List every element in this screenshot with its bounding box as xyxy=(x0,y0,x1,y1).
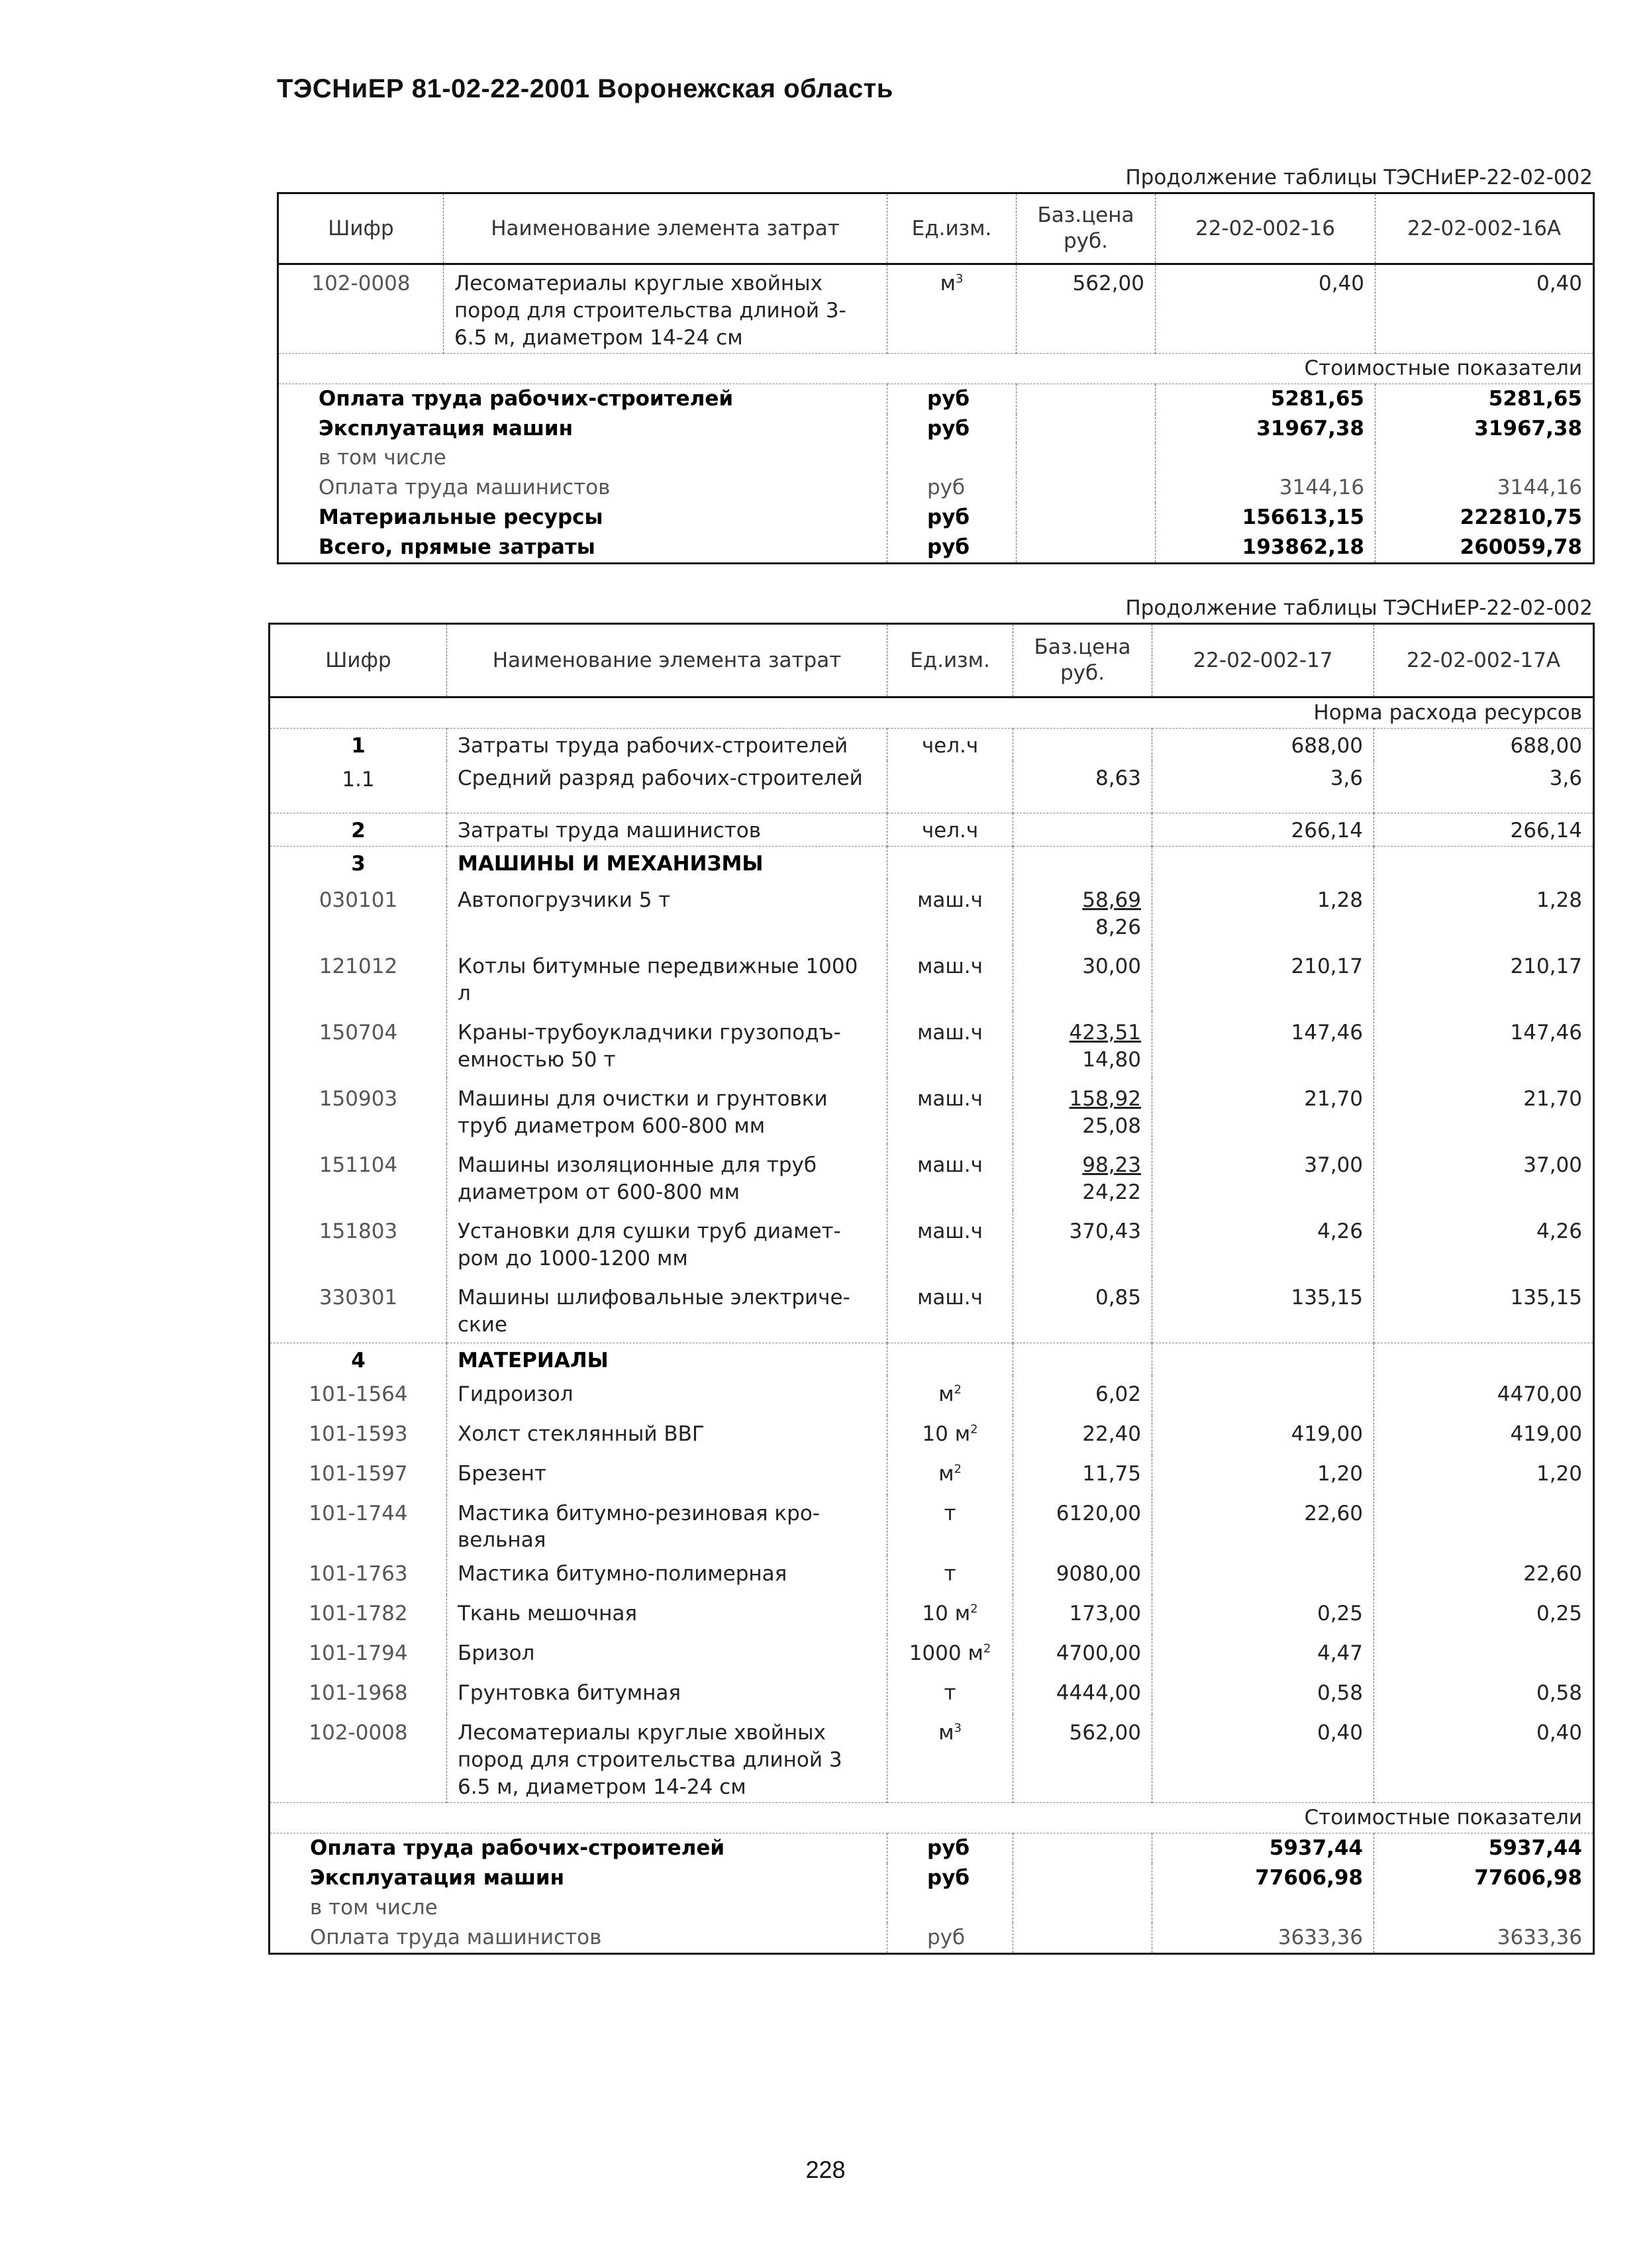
cost-name: Оплата труда рабочих-строителей xyxy=(278,384,887,413)
row-code: 151104 xyxy=(319,1153,398,1177)
header-base-price: Баз.цена руб. xyxy=(1017,193,1156,264)
row-code: 330301 xyxy=(319,1285,398,1310)
row-unit: 10 $м^2$ xyxy=(887,1595,1013,1635)
cost-name: Эксплуатация машин xyxy=(310,1865,565,1890)
row-name: Машины для очистки и грунтовки труб диаметром 600-800 мм xyxy=(447,1078,887,1144)
cost-value-a: 193862,18 xyxy=(1156,533,1376,563)
header-unit: Ед.изм. xyxy=(887,624,1013,697)
row-unit: $м^2$ xyxy=(887,1455,1013,1495)
table-header-row xyxy=(270,624,1594,697)
price-value: 423,51 xyxy=(1069,1020,1141,1045)
row-name: Лесоматериалы круглые хвойных пород для строительства длиной 3 6.5 м, диаметром 14-24 см xyxy=(447,1714,887,1802)
price-wage-component: 8,26 xyxy=(1095,915,1141,939)
cost-row xyxy=(278,503,1594,533)
price-value: 30,00 xyxy=(1082,954,1141,978)
cost-value-a: 3633,36 xyxy=(1152,1923,1374,1953)
row-price: 4700,00 xyxy=(1013,1635,1152,1675)
row-unit: $м^3$ xyxy=(887,1714,1013,1802)
row-value-a: 135,15 xyxy=(1152,1276,1374,1343)
row-price: 9080,00 xyxy=(1013,1555,1152,1595)
row-unit: 1000 $м^2$ xyxy=(887,1635,1013,1675)
section-label: Стоимостные показатели xyxy=(270,1803,1594,1833)
header-name: Наименование элемента затрат xyxy=(447,624,887,697)
cost-value-b: 5281,65 xyxy=(1376,384,1594,413)
row-price: 562,00 xyxy=(1017,264,1156,354)
section-label: Стоимостные показатели xyxy=(278,353,1594,384)
cost-unit: руб xyxy=(887,384,1017,413)
row-value-a: 688,00 xyxy=(1152,728,1374,760)
section-row xyxy=(270,1803,1594,1833)
row-unit: т xyxy=(887,1675,1013,1714)
row-value-b: 0,58 xyxy=(1374,1675,1594,1714)
cost-value-a: 31967,38 xyxy=(1156,414,1376,444)
cost-value-b: 260059,78 xyxy=(1376,533,1594,563)
cost-name: Материальные ресурсы xyxy=(319,505,603,530)
cost-value-a: 156613,15 xyxy=(1156,503,1376,533)
row-price xyxy=(1013,1011,1152,1078)
row-unit: т xyxy=(887,1555,1013,1595)
row-price: 4444,00 xyxy=(1013,1675,1152,1714)
row-price xyxy=(1013,1210,1152,1276)
row-value-b xyxy=(1374,1495,1594,1556)
cost-value-b: 222810,75 xyxy=(1376,503,1594,533)
cost-value-a: 5281,65 xyxy=(1156,384,1376,413)
norm-label: Норма расхода ресурсов xyxy=(1313,701,1582,725)
material-row xyxy=(270,1416,1594,1455)
row-name: Мастика битумно-резиновая кро-вельная xyxy=(447,1495,887,1556)
cost-table-2 xyxy=(268,623,1595,1955)
material-row xyxy=(270,1635,1594,1675)
header-col-b: 22-02-002-17А xyxy=(1374,624,1594,697)
page-number: 228 xyxy=(805,2156,846,2183)
row-code: 2 xyxy=(270,813,447,846)
header-unit: Ед.изм. xyxy=(887,193,1017,264)
row-value-a: 0,58 xyxy=(1152,1675,1374,1714)
row-code: 101-1782 xyxy=(309,1602,408,1626)
row-value-b: 1,28 xyxy=(1374,879,1594,945)
row-code: 151803 xyxy=(319,1219,398,1243)
row-value-b: 0,40 xyxy=(1374,1714,1594,1802)
row-value-b xyxy=(1374,1635,1594,1675)
row-code: 150903 xyxy=(319,1086,398,1111)
row-unit: маш.ч xyxy=(887,1011,1013,1078)
cost-name: Эксплуатация машин xyxy=(319,416,574,440)
row-unit: маш.ч xyxy=(887,879,1013,945)
cost-row xyxy=(270,1923,1594,1953)
document-title: ТЭСНиЕР 81-02-22-2001 Воронежская область xyxy=(277,74,893,103)
cost-row xyxy=(278,533,1594,563)
row-value-b: 210,17 xyxy=(1374,945,1594,1011)
row-price: 22,40 xyxy=(1013,1416,1152,1455)
row-code: 101-1593 xyxy=(309,1421,408,1446)
row-unit: маш.ч xyxy=(887,1210,1013,1276)
row-unit: т xyxy=(887,1495,1013,1556)
row-value-b: 135,15 xyxy=(1374,1276,1594,1343)
row-value-a: 419,00 xyxy=(1152,1416,1374,1455)
row-name: Краны-трубоукладчики грузоподъ-емностью 50 т xyxy=(447,1011,887,1078)
section-title: МАТЕРИАЛЫ xyxy=(447,1343,887,1375)
row-value-a xyxy=(1152,1555,1374,1595)
cost-unit: руб xyxy=(887,1863,1013,1893)
cost-value-b: 3144,16 xyxy=(1376,473,1594,503)
row-price xyxy=(1013,728,1152,760)
section-header-row xyxy=(270,1343,1594,1375)
cost-name: в том числе xyxy=(310,1895,438,1920)
row-unit: $м^2$ xyxy=(887,1376,1013,1416)
row-code: 1 xyxy=(270,728,447,760)
row-code: 101-1794 xyxy=(309,1641,408,1666)
row-price: 6120,00 xyxy=(1013,1495,1152,1556)
cost-row xyxy=(278,384,1594,413)
cost-name: Оплата труда рабочих-строителей xyxy=(270,1833,887,1863)
row-price: 8,63 xyxy=(1013,761,1152,813)
cost-row xyxy=(278,443,1594,473)
row-value-b: 0,25 xyxy=(1374,1595,1594,1635)
row-price xyxy=(1013,1078,1152,1144)
material-row xyxy=(270,1455,1594,1495)
row-price xyxy=(1013,945,1152,1011)
row-value-a xyxy=(1152,1376,1374,1416)
row-price: 173,00 xyxy=(1013,1595,1152,1635)
row-price: 6,02 xyxy=(1013,1376,1152,1416)
cost-name: в том числе xyxy=(319,446,446,470)
machine-row xyxy=(270,1011,1594,1078)
row-value-b: 4470,00 xyxy=(1374,1376,1594,1416)
cost-row xyxy=(278,414,1594,444)
price-value: 98,23 xyxy=(1082,1153,1141,1177)
row-code: 101-1763 xyxy=(309,1562,408,1586)
row-name: Лесоматериалы круглые хвойных пород для строительства длиной 3-6.5 м, диаметром 14-24 см xyxy=(444,264,887,354)
row-value-a: 266,14 xyxy=(1152,813,1374,846)
table-header-row xyxy=(278,193,1594,264)
header-col-a: 22-02-002-17 xyxy=(1152,624,1374,697)
row-name: Брезент xyxy=(447,1455,887,1495)
row-value-b: 147,46 xyxy=(1374,1011,1594,1078)
row-code: 101-1744 xyxy=(309,1501,408,1525)
cost-name: Всего, прямые затраты xyxy=(319,535,595,560)
row-code: 121012 xyxy=(319,954,398,978)
cost-unit: руб xyxy=(887,414,1017,444)
row-code: 101-1597 xyxy=(309,1461,408,1486)
header-base-price: Баз.цена руб. xyxy=(1013,624,1152,697)
row-value-a: 1,28 xyxy=(1152,879,1374,945)
row-value-a: 4,47 xyxy=(1152,1635,1374,1675)
row-unit: 10 $м^2$ xyxy=(887,1416,1013,1455)
machine-row xyxy=(270,1276,1594,1343)
row-unit xyxy=(887,761,1013,813)
cost-table-1 xyxy=(277,192,1595,564)
cost-value-b: 3633,36 xyxy=(1374,1923,1594,1953)
row-price xyxy=(1013,1144,1152,1210)
row-name: Мастика битумно-полимерная xyxy=(447,1555,887,1595)
row-name: Затраты труда рабочих-строителей xyxy=(447,728,887,760)
row-value-b: 419,00 xyxy=(1374,1416,1594,1455)
row-code: 1.1 xyxy=(342,767,375,792)
row-value-b: 1,20 xyxy=(1374,1455,1594,1495)
cost-value-b: 77606,98 xyxy=(1374,1863,1594,1893)
cost-unit: руб xyxy=(887,533,1017,563)
table-row xyxy=(278,264,1594,354)
cost-value-a: 5937,44 xyxy=(1152,1833,1374,1863)
cost-row xyxy=(270,1863,1594,1893)
row-unit: маш.ч xyxy=(887,1276,1013,1343)
row-name: Холст стеклянный ВВГ xyxy=(447,1416,887,1455)
row-price xyxy=(1013,879,1152,945)
header-name: Наименование элемента затрат xyxy=(444,193,887,264)
labor-row xyxy=(270,728,1594,760)
section-title: МАШИНЫ И МЕХАНИЗМЫ xyxy=(447,846,887,878)
machine-row xyxy=(270,1144,1594,1210)
header-col-a: 22-02-002-16 xyxy=(1156,193,1376,264)
machine-row xyxy=(270,1078,1594,1144)
cost-name: Оплата труда машинистов xyxy=(319,476,611,500)
row-name: Установки для сушки труб диамет-ром до 1000-1200 мм xyxy=(447,1210,887,1276)
row-name: Затраты труда машинистов xyxy=(447,813,887,846)
row-value-a: 37,00 xyxy=(1152,1144,1374,1210)
section-header-row xyxy=(270,846,1594,878)
row-code: 102-0008 xyxy=(309,1721,408,1745)
row-value-a: 147,46 xyxy=(1152,1011,1374,1078)
cost-unit: руб xyxy=(887,1923,1013,1953)
row-unit: маш.ч xyxy=(887,945,1013,1011)
row-code: 030101 xyxy=(319,888,398,912)
row-unit: чел.ч xyxy=(887,728,1013,760)
cost-value-b: 31967,38 xyxy=(1376,414,1594,444)
row-unit: $м^3$ xyxy=(887,264,1017,354)
row-value-a: 210,17 xyxy=(1152,945,1374,1011)
row-value-a: 21,70 xyxy=(1152,1078,1374,1144)
row-value-b: 21,70 xyxy=(1374,1078,1594,1144)
row-name: Автопогрузчики 5 т xyxy=(447,879,887,945)
row-unit: маш.ч xyxy=(887,1144,1013,1210)
cost-unit xyxy=(887,1893,1013,1923)
row-value-b: 37,00 xyxy=(1374,1144,1594,1210)
row-value-a: 0,40 xyxy=(1156,264,1376,354)
row-value-b: 266,14 xyxy=(1374,813,1594,846)
cost-row xyxy=(278,473,1594,503)
row-value-a: 0,25 xyxy=(1152,1595,1374,1635)
price-wage-component: 24,22 xyxy=(1082,1180,1141,1204)
row-value-a: 22,60 xyxy=(1152,1495,1374,1556)
material-row xyxy=(270,1714,1594,1802)
continuation-label-2: Продолжение таблицы ТЭСНиЕР-22-02-002 xyxy=(1125,596,1593,620)
cost-value-a: 77606,98 xyxy=(1152,1863,1374,1893)
material-row xyxy=(270,1555,1594,1595)
row-name: Машины изоляционные для труб диаметром от 600-800 мм xyxy=(447,1144,887,1210)
section-row xyxy=(278,353,1594,384)
labor-row xyxy=(270,761,1594,813)
cost-value-b: 5937,44 xyxy=(1374,1833,1594,1863)
row-value-b: 3,6 xyxy=(1374,761,1594,813)
row-code: 150704 xyxy=(319,1020,398,1045)
row-name: Котлы битумные передвижные 1000 л xyxy=(447,945,887,1011)
row-price xyxy=(1013,813,1152,846)
row-name: Грунтовка битумная xyxy=(447,1675,887,1714)
header-col-b: 22-02-002-16А xyxy=(1376,193,1594,264)
cost-name: Оплата труда машинистов xyxy=(310,1925,602,1949)
material-row xyxy=(270,1595,1594,1635)
row-name: Ткань мешочная xyxy=(447,1595,887,1635)
price-value: 58,69 xyxy=(1082,888,1141,912)
cost-unit: руб xyxy=(887,1833,1013,1863)
row-code: 101-1968 xyxy=(309,1681,408,1706)
row-price: 11,75 xyxy=(1013,1455,1152,1495)
row-value-b: 0,40 xyxy=(1376,264,1594,354)
cost-value-b xyxy=(1374,1893,1594,1923)
section-code: 4 xyxy=(270,1343,447,1375)
header-code: Шифр xyxy=(278,193,444,264)
header-code: Шифр xyxy=(270,624,447,697)
cost-value-a: 3144,16 xyxy=(1156,473,1376,503)
price-value: 370,43 xyxy=(1069,1219,1141,1243)
row-name: Бризол xyxy=(447,1635,887,1675)
cost-value-a xyxy=(1152,1893,1374,1923)
machine-row xyxy=(270,945,1594,1011)
row-value-b: 688,00 xyxy=(1374,728,1594,760)
row-value-a: 3,6 xyxy=(1152,761,1374,813)
machine-row xyxy=(270,879,1594,945)
row-name: Средний разряд рабочих-строителей xyxy=(447,761,887,813)
row-value-a: 0,40 xyxy=(1152,1714,1374,1802)
continuation-label-1: Продолжение таблицы ТЭСНиЕР-22-02-002 xyxy=(1125,166,1593,189)
row-value-b: 4,26 xyxy=(1374,1210,1594,1276)
price-wage-component: 14,80 xyxy=(1082,1047,1141,1072)
material-row xyxy=(270,1675,1594,1714)
cost-unit: руб xyxy=(887,473,1017,503)
row-value-a: 4,26 xyxy=(1152,1210,1374,1276)
row-unit: маш.ч xyxy=(887,1078,1013,1144)
cost-row xyxy=(270,1893,1594,1923)
row-code: 102-0008 xyxy=(311,272,411,295)
cost-row xyxy=(270,1833,1594,1863)
row-code: 101-1564 xyxy=(309,1382,408,1406)
row-unit: чел.ч xyxy=(887,813,1013,846)
row-price xyxy=(1013,1276,1152,1343)
labor-row xyxy=(270,813,1594,846)
row-name: Гидроизол xyxy=(447,1376,887,1416)
material-row xyxy=(270,1376,1594,1416)
row-price: 562,00 xyxy=(1013,1714,1152,1802)
price-wage-component: 25,08 xyxy=(1082,1113,1141,1138)
section-code: 3 xyxy=(270,846,447,878)
cost-unit: руб xyxy=(887,503,1017,533)
row-name: Машины шлифовальные электриче-ские xyxy=(447,1276,887,1343)
material-row xyxy=(270,1495,1594,1556)
machine-row xyxy=(270,1210,1594,1276)
norm-section-row xyxy=(270,697,1594,729)
row-value-b: 22,60 xyxy=(1374,1555,1594,1595)
price-value: 158,92 xyxy=(1069,1086,1141,1111)
row-value-a: 1,20 xyxy=(1152,1455,1374,1495)
price-value: 0,85 xyxy=(1095,1285,1141,1310)
